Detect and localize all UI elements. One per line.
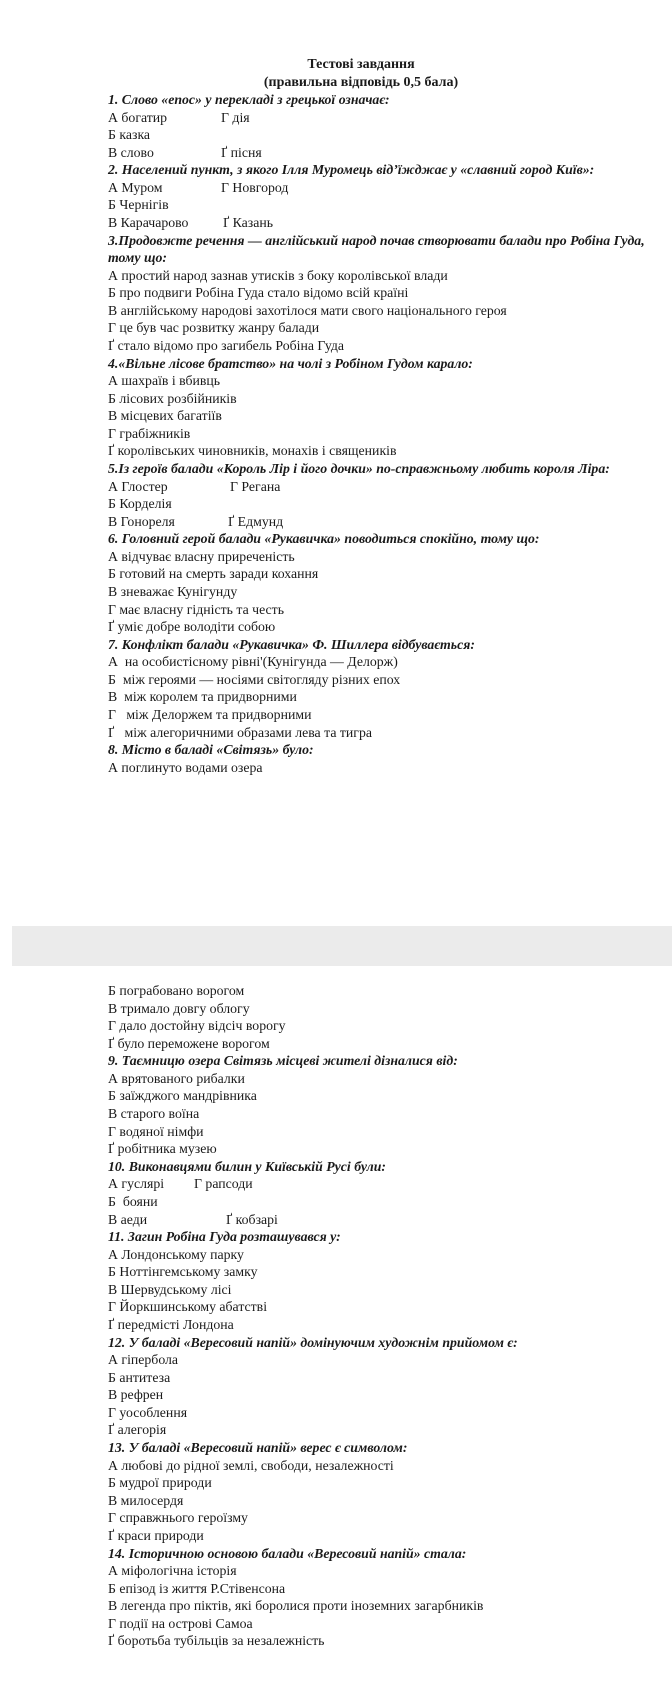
option-a: А простий народ зазнав утисків з боку королівської влади <box>108 267 448 283</box>
option-a: А на особистісному рівні'(Кунігунда — Делорж) <box>108 654 398 670</box>
option-v: В старого воїна <box>108 1106 200 1122</box>
answer-row <box>108 144 672 162</box>
option-v: В рефрен <box>108 1387 164 1403</box>
question-11: 11. Загин Робіна Гуда розташувався у: <box>108 1229 341 1245</box>
option-g: Г водяної німфи <box>108 1123 204 1139</box>
option-g: Г події на острові Самоа <box>108 1615 253 1631</box>
option-gg: Ґ між алегоричними образами лева та тигра <box>108 724 372 740</box>
answer-row <box>108 109 672 127</box>
question-9: 9. Таємницю озера Світязь місцеві жителі дізналися від: <box>108 1053 458 1069</box>
option-g: Г Новгород <box>221 179 289 195</box>
document-page-1 <box>12 0 672 926</box>
option-b: Б лісових розбійників <box>108 390 237 406</box>
question-8: 8. Місто в баладі «Світязь» було: <box>108 742 314 758</box>
question-5: 5.Із героїв балади «Король Лір і його дочки» по-справжньому любить короля Ліра: <box>108 461 610 476</box>
option-a: А шахраїв і вбивць <box>108 373 221 389</box>
option-b: Б бояни <box>108 1193 158 1209</box>
option-b: Б мудрої природи <box>108 1475 212 1491</box>
option-a: А поглинуто водами озера <box>108 759 263 775</box>
option-v: В тримало довгу облогу <box>108 1000 250 1016</box>
answer-row <box>108 1211 672 1229</box>
option-g: Г справжнього героїзму <box>108 1510 248 1526</box>
option-a: А любові до рідної землі, свободи, незалежності <box>108 1457 394 1473</box>
option-g: Г дія <box>221 109 250 125</box>
answer-row <box>108 214 672 232</box>
document-title: Тестові завдання <box>307 57 415 72</box>
option-g: Г Регана <box>230 478 281 494</box>
document-page-2 <box>12 966 672 1699</box>
option-v: В Шервудському лісі <box>108 1281 232 1297</box>
option-v: В місцевих багатіїв <box>108 408 222 424</box>
option-g: Г рапсоди <box>194 1176 253 1192</box>
option-gg: Ґ було переможене ворогом <box>108 1035 270 1051</box>
question-4: 4.«Вільне лісове братство» на чолі з Робіном Гудом карало: <box>108 355 473 371</box>
option-b: Б епізод із життя Р.Стівенсона <box>108 1580 286 1596</box>
option-a: А богатир <box>108 109 168 125</box>
page-1-content <box>108 56 672 776</box>
option-gg: Ґ уміє добре володіти собою <box>108 619 276 635</box>
option-gg: Ґ алегорія <box>108 1422 167 1438</box>
question-7: 7. Конфлікт балади «Рукавичка» Ф. Шиллера відбувається: <box>108 636 475 652</box>
answer-row <box>108 478 672 496</box>
option-g: Г між Делоржем та придворними <box>108 707 312 723</box>
question-3: 3.Продовжте речення — англійський народ почав створювати балади про Робіна Гуда, тому що: <box>108 232 645 266</box>
answer-row <box>108 1175 672 1193</box>
option-b: Б готовий на смерть заради кохання <box>108 566 319 582</box>
question-1: 1. Слово «епос» у перекладі з грецької означає: <box>108 92 390 107</box>
answer-row <box>108 513 672 531</box>
option-g: Г Йоркшинському абатстві <box>108 1299 268 1315</box>
option-a: А врятованого рибалки <box>108 1070 245 1086</box>
option-gg: Ґ королівських чиновників, монахів і священиків <box>108 443 397 459</box>
option-gg: Ґ Казань <box>223 214 274 230</box>
page-2-content <box>108 982 672 1650</box>
question-14: 14. Історичною основою балади «Вересовий напій» стала: <box>108 1545 467 1561</box>
option-a: А міфологічна історія <box>108 1563 237 1579</box>
option-g: Г має власну гідність та честь <box>108 601 284 617</box>
answer-row <box>108 179 672 197</box>
option-v: В слово <box>108 144 154 160</box>
option-g: Г дало достойну відсіч ворогу <box>108 1018 286 1034</box>
option-b: Б казка <box>108 127 151 143</box>
option-gg: Ґ стало відомо про загибель Робіна Гуда <box>108 337 345 353</box>
option-gg: Ґ пісня <box>221 144 262 160</box>
option-gg: Ґ краси природи <box>108 1527 204 1543</box>
option-gg: Ґ Едмунд <box>228 513 284 529</box>
question-6: 6. Головний герой балади «Рукавичка» поводиться спокійно, тому що: <box>108 531 540 547</box>
option-b: Б антитеза <box>108 1369 171 1385</box>
option-v: В Карачарово <box>108 214 189 230</box>
option-gg: Ґ кобзарі <box>226 1211 278 1227</box>
option-gg: Ґ передмісті Лондона <box>108 1317 234 1332</box>
option-a: А гіпербола <box>108 1352 179 1368</box>
option-g: Г грабіжників <box>108 425 191 441</box>
document-subtitle: (правильна відповідь 0,5 бала) <box>263 74 459 90</box>
option-b: Б про подвиги Робіна Гуда стало відомо всій країні <box>108 285 409 301</box>
option-b: Б Чернігів <box>108 197 169 213</box>
option-g: Г це був час розвитку жанру балади <box>108 320 320 336</box>
option-v: В англійському народові захотілося мати свого національного героя <box>108 302 507 318</box>
option-v: В аеди <box>108 1211 148 1227</box>
option-b: Б заїжджого мандрівника <box>108 1088 257 1104</box>
question-12: 12. У баладі «Вересовий напій» домінуючим художнім прийомом є: <box>108 1334 518 1350</box>
option-v: В між королем та придворними <box>108 689 297 705</box>
option-v: В милосердя <box>108 1492 184 1508</box>
question-10: 10. Виконавцями билин у Київській Русі були: <box>108 1158 386 1174</box>
option-b: Б між героями — носіями світогляду різних епох <box>108 671 401 687</box>
option-a: А Глостер <box>108 478 168 494</box>
page-separator <box>12 926 672 966</box>
option-g: Г уособлення <box>108 1404 188 1420</box>
option-a: А Лондонському парку <box>108 1246 244 1262</box>
option-v: В легенда про піктів, які боролися проти іноземних загарбників <box>108 1598 484 1614</box>
option-gg: Ґ робітника музею <box>108 1141 217 1157</box>
option-v: В Гонореля <box>108 513 175 529</box>
option-a: А гуслярі <box>108 1176 165 1192</box>
option-v: В зневажає Кунігунду <box>108 583 238 599</box>
option-gg: Ґ боротьба тубільців за незалежність <box>108 1633 325 1649</box>
option-b: Б Ноттінгемському замку <box>108 1264 258 1280</box>
option-b: Б пограбовано ворогом <box>108 983 245 998</box>
option-a: А відчуває власну приреченість <box>108 548 295 564</box>
question-2: 2. Населений пункт, з якого Ілля Муромець від’їжджає у «славний город Київ»: <box>108 162 595 178</box>
option-b: Б Корделія <box>108 496 172 512</box>
question-13: 13. У баладі «Вересовий напій» верес є символом: <box>108 1440 408 1456</box>
option-a: А Муром <box>108 179 163 195</box>
